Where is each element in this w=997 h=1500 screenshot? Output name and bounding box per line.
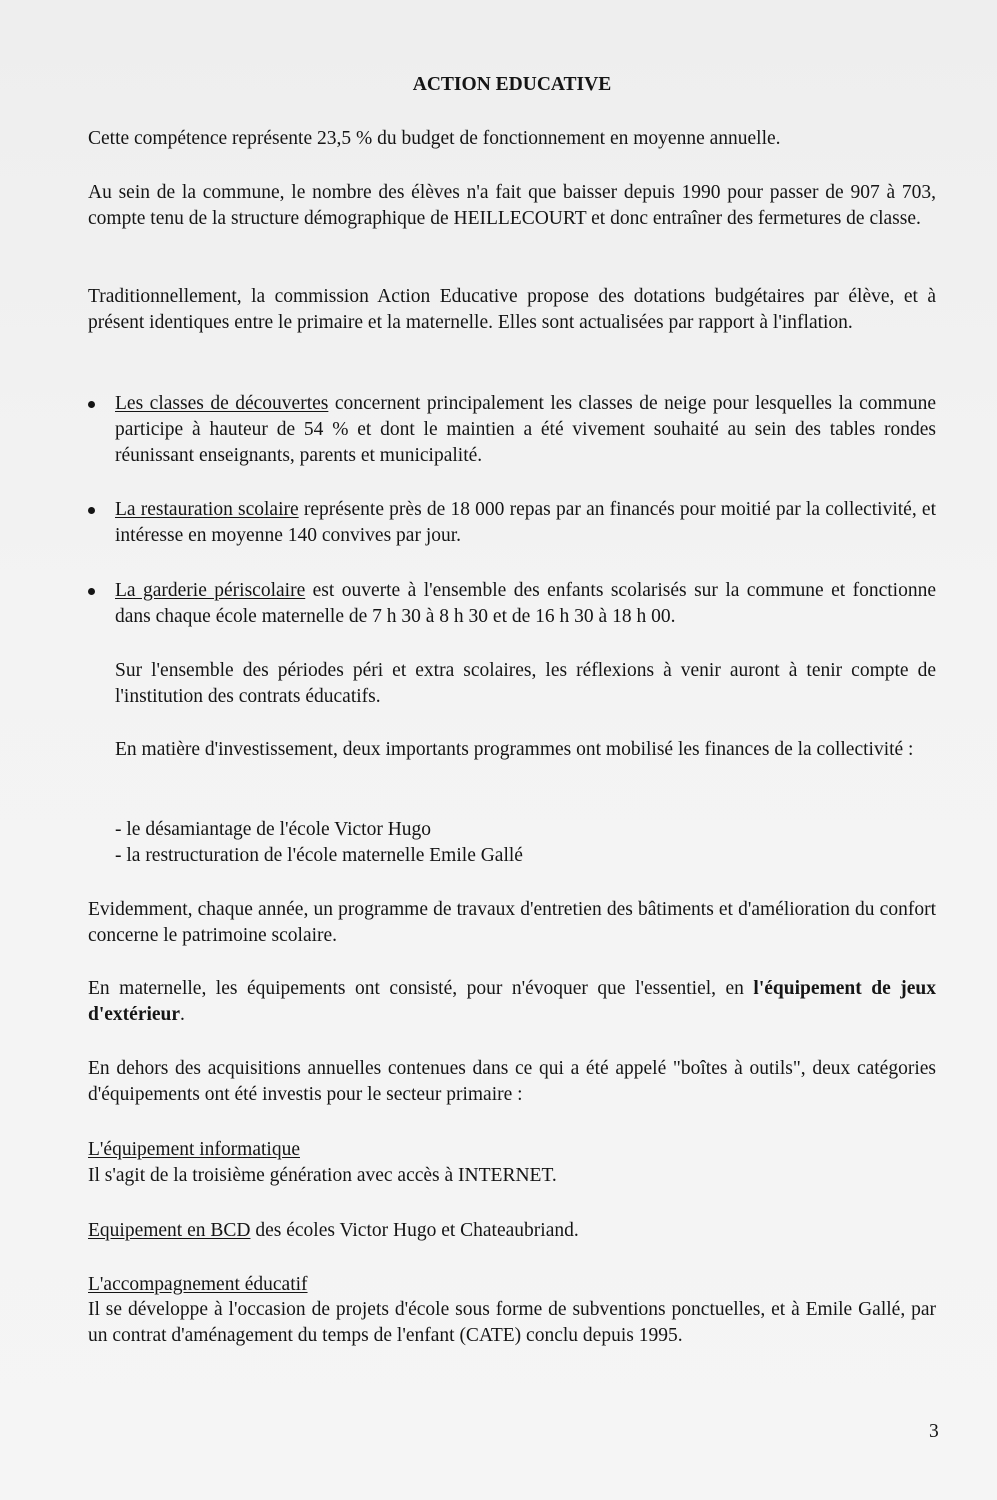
bullet-heading: La restauration scolaire — [115, 499, 299, 520]
maternelle-equipment-paragraph — [88, 976, 936, 1028]
intro-paragraph: Cette compétence représente 23,5 % du budget de fonctionnement en moyenne annuelle. — [88, 128, 781, 149]
bullet-text — [115, 578, 936, 630]
bullet-text — [115, 391, 936, 469]
primary-equipment-paragraph: En dehors des acquisitions annuelles contenues dans ce qui a été appelé "boîtes à outils", deux catégories d'équipements ont été investis pour le secteur primaire : — [88, 1058, 936, 1105]
investment-list-item: - la restructuration de l'école maternelle Emile Gallé — [115, 845, 523, 866]
underlined-heading: L'accompagnement éducatif — [88, 1274, 308, 1295]
investment-paragraph: En matière d'investissement, deux importants programmes ont mobilisé les finances de la collectivité : — [115, 739, 914, 760]
bold-phrase: l'équipement de jeux d'extérieur — [88, 978, 936, 1025]
section-heading-accompagnement — [88, 1272, 936, 1298]
bullet-body: représente près de 18 000 repas par an financés pour moitié par la collectivité, et intéresse en moyenne 140 convives par jour. — [115, 499, 936, 546]
bullet-heading: La garderie périscolaire — [115, 580, 306, 601]
accompagnement-text: Il se développe à l'occasion de projets d'école sous forme de subventions ponctuelles, et à Emile Gallé, par un contrat d'aménagement du temps de l'enfant (CATE) conclu depuis 1995. — [88, 1299, 936, 1346]
underlined-heading: Equipement en BCD — [88, 1220, 251, 1241]
bcd-paragraph — [88, 1218, 936, 1244]
page-title: ACTION EDUCATIVE — [412, 74, 612, 95]
investment-list-item: - le désamiantage de l'école Victor Hugo — [115, 819, 432, 840]
bullet-icon — [88, 401, 95, 408]
bullet-text — [115, 497, 936, 549]
section-heading-informatique — [88, 1137, 936, 1163]
bullet-body: est ouverte à l'ensemble des enfants scolarisés sur la commune et fonctionne dans chaque école maternelle de 7 h 30 à 8 h 30 et de 16 h 30 à 18 h 00. — [115, 580, 937, 627]
informatique-text: Il s'agit de la troisième génération avec accès à INTERNET. — [88, 1165, 557, 1186]
bullet-icon — [88, 588, 95, 595]
text-after: . — [180, 1004, 185, 1025]
bullet-icon — [88, 507, 95, 514]
bullet-body: concernent principalement les classes de neige pour lesquelles la commune participe à hauteur de 54 % et dont le maintien a été vivement souhaité au sein des tables rondes réunissant enseignants, parents et municipalité. — [115, 393, 936, 466]
underlined-heading: L'équipement informatique — [88, 1139, 300, 1160]
text-before: En maternelle, les équipements ont consisté, pour n'évoquer que l'essentiel, en — [88, 978, 754, 999]
pupil-count-paragraph: Au sein de la commune, le nombre des élèves n'a fait que baisser depuis 1990 pour passer de 907 à 703, compte tenu de la structure démographique de HEILLECOURT et donc entraîner des fermetures de classe. — [88, 182, 936, 229]
maintenance-paragraph: Evidemment, chaque année, un programme de travaux d'entretien des bâtiments et d'amélioration du confort concerne le patrimoine scolaire. — [88, 899, 936, 946]
bcd-text: des écoles Victor Hugo et Chateaubriand. — [250, 1220, 579, 1241]
budget-allocation-paragraph: Traditionnellement, la commission Action Educative propose des dotations budgétaires par élève, et à présent identiques entre le primaire et la maternelle. Elles sont actualisées par rapport à l'inflation. — [88, 286, 936, 333]
periscolaire-paragraph: Sur l'ensemble des périodes péri et extra scolaires, les réflexions à venir auront à tenir compte de l'institution des contrats éducatifs. — [115, 660, 936, 707]
bullet-heading: Les classes de découvertes — [115, 393, 329, 414]
page-number: 3 — [929, 1421, 939, 1442]
